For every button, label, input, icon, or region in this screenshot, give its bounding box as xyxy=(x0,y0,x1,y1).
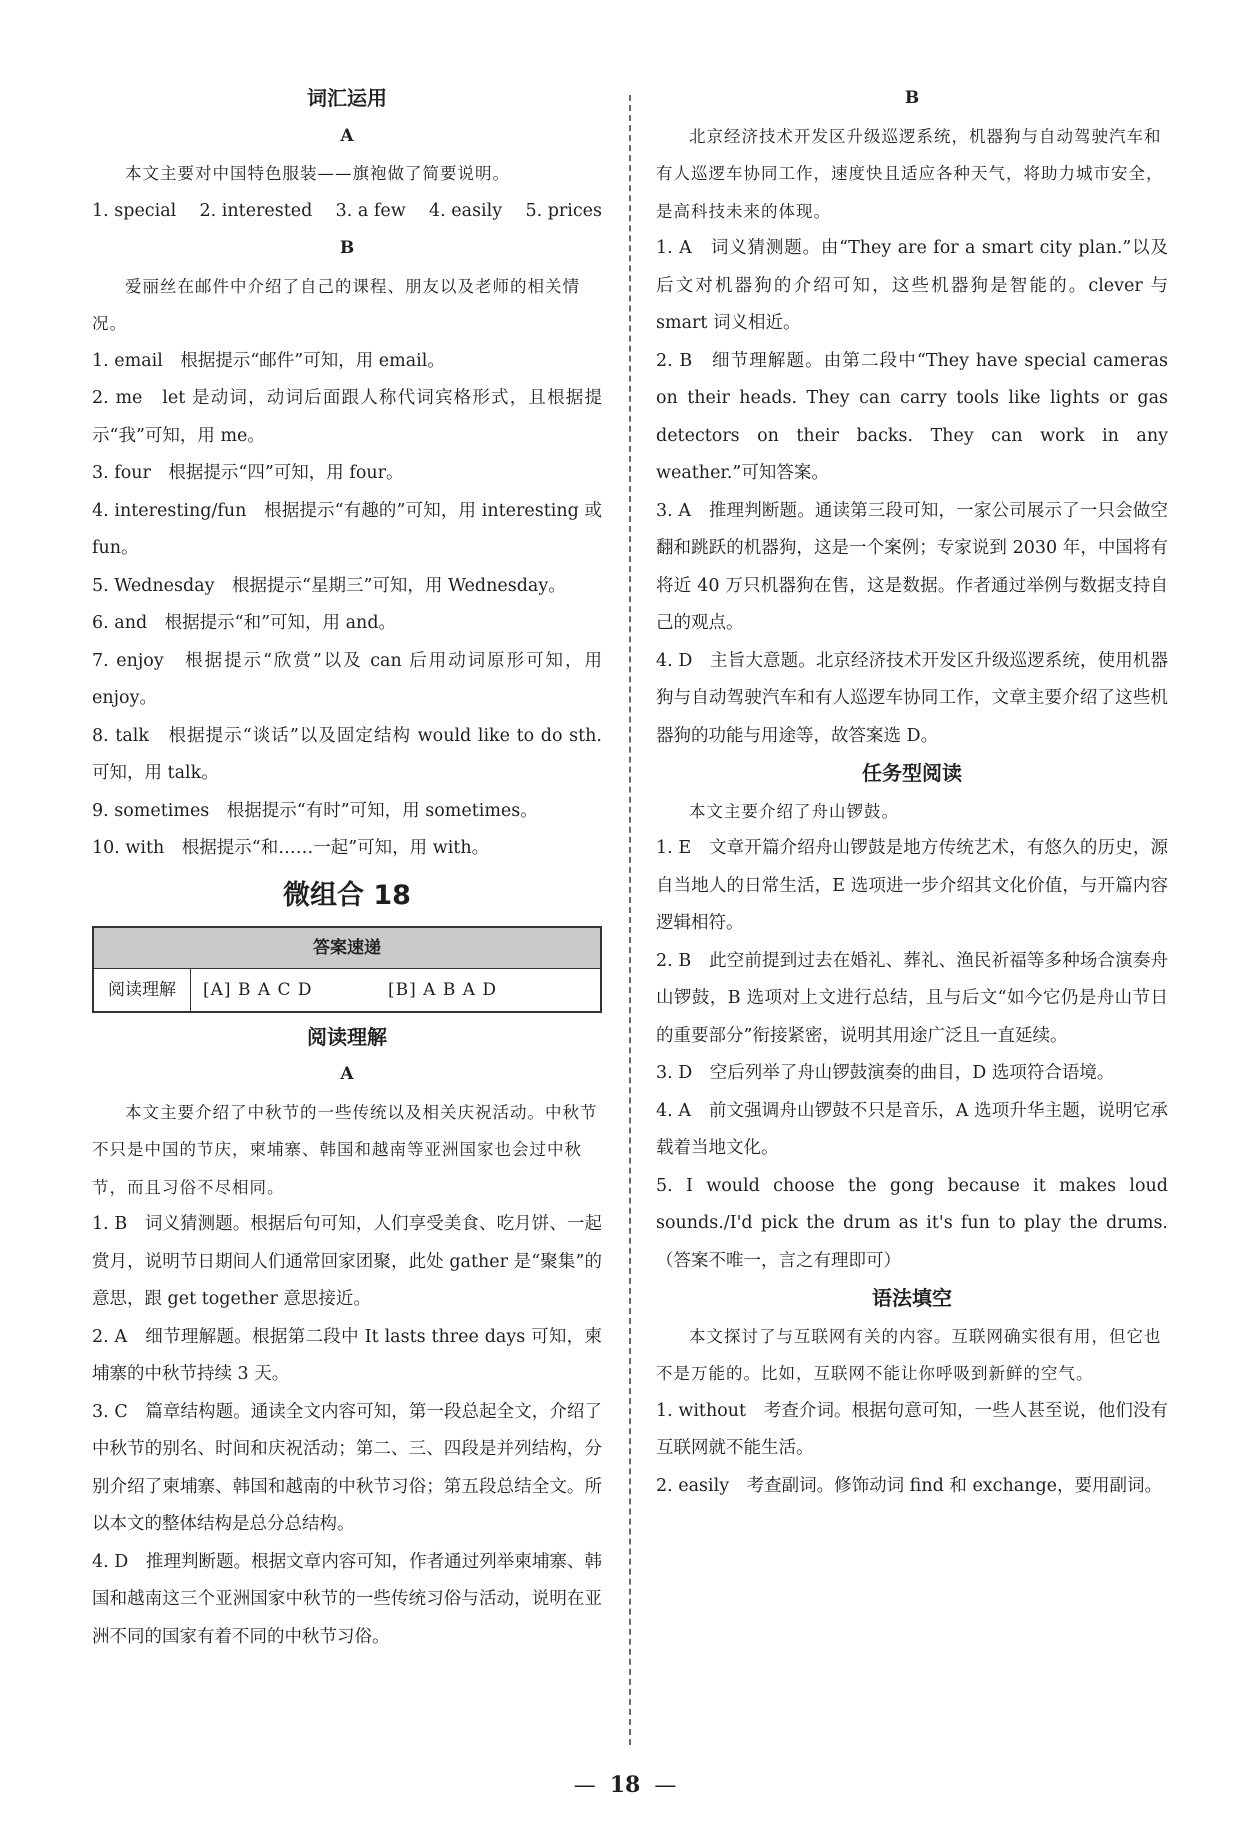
section-title-task-reading: 任务型阅读 xyxy=(862,761,962,785)
quick-answer-title: 答案速递 xyxy=(94,928,600,969)
quick-answer-table xyxy=(92,926,602,1013)
answer-item: 10. with 根据提示“和……一起”可知，用 with。 xyxy=(92,838,490,858)
answer-item: 4. A 前文强调舟山锣鼓不只是音乐，A 选项升华主题，说明它承载着当地文化。 xyxy=(656,1100,1168,1158)
passage-summary: 本文主要对中国特色服装——旗袍做了简要说明。 xyxy=(125,164,510,183)
answer-item: 4. D 主旨大意题。北京经济技术开发区升级巡逻系统，使用机器狗与自动驾驶汽车和有人巡逻车协同工作，文章主要介绍了这些机器狗的功能与用途等，故答案选 D。 xyxy=(656,650,1168,746)
passage-summary: 本文探讨了与互联网有关的内容。互联网确实很有用，但它也不是万能的。比如，互联网不能让你呼吸到新鲜的空气。 xyxy=(656,1326,1162,1383)
quick-answer-label: 阅读理解 xyxy=(94,969,191,1011)
passage-summary: 本文主要介绍了中秋节的一些传统以及相关庆祝活动。中秋节不只是中国的节庆，柬埔寨、韩国和越南等亚洲国家也会过中秋节，而且习俗不尽相同。 xyxy=(92,1102,598,1197)
right-column xyxy=(656,80,1168,1505)
answer-item: 2. A 细节理解题。根据第二段中 It lasts three days 可知，柬埔寨的中秋节持续 3 天。 xyxy=(92,1326,602,1384)
section-title-vocab: 词汇运用 xyxy=(307,86,387,110)
answer-item: 1. without 考查介词。根据句意可知，一些人甚至说，他们没有互联网就不能生活。 xyxy=(656,1400,1168,1458)
answer-item: 1. A 词义猜测题。由“They are for a smart city plan.”以及后文对机器狗的介绍可知，这些机器狗是智能的。clever 与 smart 词义相近。 xyxy=(656,238,1168,333)
answer-item: 2. me let 是动词，动词后面跟人称代词宾格形式，且根据提示“我”可知，用 me。 xyxy=(92,388,602,446)
subsection-letter: B xyxy=(904,88,920,108)
answer-item: 2. B 细节理解题。由第二段中“They have special cameras on their heads. They can carry tools like lights or gas detectors on their backs. They can work in any weather.”可知答案。 xyxy=(656,350,1168,483)
passage-summary: 本文主要介绍了舟山锣鼓。 xyxy=(689,801,899,821)
answer-item: 2. easily 考查副词。修饰动词 find 和 exchange，要用副词。 xyxy=(656,1475,1163,1496)
answer-item: 8. talk 根据提示“谈话”以及固定结构 would like to do sth. 可知，用 talk。 xyxy=(92,725,602,783)
answer-item: 1. email 根据提示“邮件”可知，用 email。 xyxy=(92,350,445,371)
answer-row xyxy=(92,193,602,231)
section-title-grammar: 语法填空 xyxy=(872,1286,952,1310)
answer-item: 1. E 文章开篇介绍舟山锣鼓是地方传统艺术，有悠久的历史，源自当地人的日常生活，E 选项进一步介绍其文化价值，与开篇内容逻辑相符。 xyxy=(656,838,1168,933)
answer-item: 2. B 此空前提到过去在婚礼、葬礼、渔民祈福等多种场合演奏舟山锣鼓，B 选项对上文进行总结，且与后文“如今它仍是舟山节日的重要部分”衔接紧密，说明其用途广泛且一直延续。 xyxy=(656,950,1168,1046)
answer-item: 5. I would choose the gong because it makes loud sounds./I'd pick the drum as it's fun to play the drums.（答案不唯一，言之有理即可） xyxy=(656,1175,1168,1271)
page-number-value: 18 xyxy=(609,1772,641,1798)
answer-item: 3. D 空后列举了舟山锣鼓演奏的曲目，D 选项符合语境。 xyxy=(656,1063,1115,1083)
answer-item: 1. B 词义猜测题。根据后句可知，人们享受美食、吃月饼、一起赏月，说明节日期间人们通常回家团聚，此处 gather 是“聚集”的意思，跟 get together 意思接近。 xyxy=(92,1214,602,1309)
page-number: — 18 — xyxy=(573,1772,677,1798)
answer-item: 4. D 推理判断题。根据文章内容可知，作者通过列举柬埔寨、韩国和越南这三个亚洲国家中秋节的一些传统习俗与活动，说明在亚洲不同的国家有着不同的中秋节习俗。 xyxy=(92,1551,602,1647)
subsection-letter: A xyxy=(340,125,354,146)
answer-item: 4. interesting/fun 根据提示“有趣的”可知，用 interesting 或 fun。 xyxy=(92,500,602,558)
answer-item: 3. four 根据提示“四”可知，用 four。 xyxy=(92,463,404,483)
quick-answer-a: [A] B A C D xyxy=(203,979,313,1000)
answer-item: 5. Wednesday 根据提示“星期三”可知，用 Wednesday。 xyxy=(92,575,566,596)
answer-item: 7. enjoy 根据提示“欣赏”以及 can 后用动词原形可知，用 enjoy。 xyxy=(92,650,602,708)
answer-item: 5. prices xyxy=(525,200,602,221)
answer-item: 9. sometimes 根据提示“有时”可知，用 sometimes。 xyxy=(92,800,538,821)
answer-item: 6. and 根据提示“和”可知，用 and。 xyxy=(92,613,397,633)
answer-item: 3. C 篇章结构题。通读全文内容可知，第一段总起全文，介绍了中秋节的别名、时间和庆祝活动；第二、三、四段是并列结构，分别介绍了柬埔寨、韩国和越南的中秋节习俗；第五段总结全文。所以本文的整体结构是总分总结构。 xyxy=(92,1401,602,1534)
column-divider xyxy=(629,95,631,1745)
passage-summary: 北京经济技术开发区升级巡逻系统，机器狗与自动驾驶汽车和有人巡逻车协同工作，速度快且适应各种天气，将助力城市安全，是高科技未来的体现。 xyxy=(656,126,1164,221)
unit-title: 微组合 18 xyxy=(283,879,411,911)
quick-answer-b: [B] A B A D xyxy=(387,979,498,1000)
subsection-letter: B xyxy=(339,238,355,258)
answer-item: 3. A 推理判断题。通读第三段可知，一家公司展示了一只会做空翻和跳跃的机器狗，这是一个案例；专家说到 2030 年，中国将有将近 40 万只机器狗在售，这是数据。作者通过举例与数据支持自己的观点。 xyxy=(656,500,1168,633)
answer-item: 2. interested xyxy=(199,200,313,221)
passage-summary: 爱丽丝在邮件中介绍了自己的课程、朋友以及老师的相关情况。 xyxy=(92,276,580,333)
subsection-letter: A xyxy=(340,1064,354,1084)
section-title-reading: 阅读理解 xyxy=(307,1024,387,1049)
answer-item: 4. easily xyxy=(429,200,503,221)
answer-item: 1. special xyxy=(92,200,177,221)
left-column xyxy=(92,80,602,1656)
answer-item: 3. a few xyxy=(335,200,406,221)
quick-answer-row xyxy=(94,969,600,1011)
quick-answer-values xyxy=(191,969,567,1011)
